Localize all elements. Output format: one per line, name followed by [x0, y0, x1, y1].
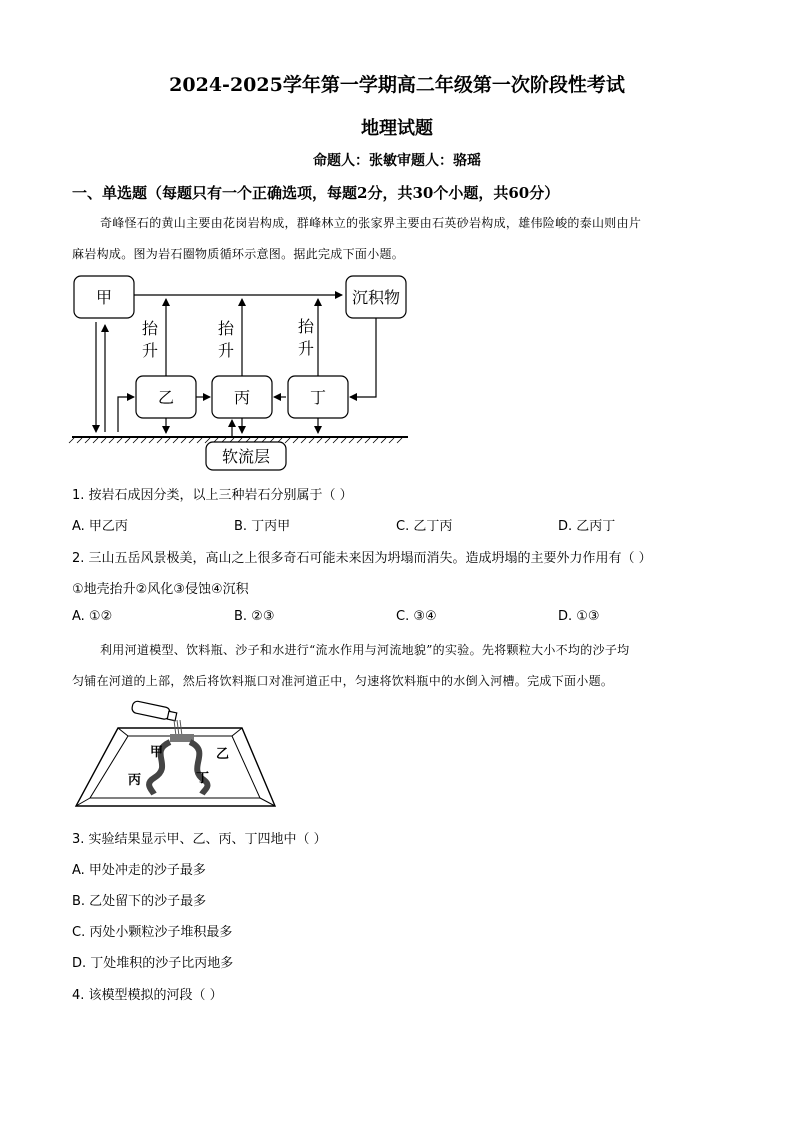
- label-bing: 丙: [233, 388, 251, 407]
- q3-option-b: B. 乙处留下的沙子最多: [72, 894, 207, 909]
- q3-stem: 3. 实验结果显示甲、乙、丙、丁四地中（ ）: [72, 832, 327, 847]
- uplift-label-1a: 抬: [141, 319, 159, 338]
- ground-hatch-mark: [293, 438, 298, 443]
- model-label-jia: 甲: [150, 745, 164, 760]
- label-sediment: 沉积物: [351, 288, 401, 307]
- q1-stem: 1. 按岩石成因分类，以上三种岩石分别属于（ ）: [72, 488, 353, 503]
- ground-hatch-mark: [373, 438, 378, 443]
- q2-option-b: B. ②③: [234, 609, 275, 624]
- river-channel-model: [70, 698, 280, 813]
- ground-hatch-mark: [157, 438, 162, 443]
- q1-option-b: B. 丁丙甲: [234, 519, 291, 534]
- ground-hatch-mark: [325, 438, 330, 443]
- ground-hatch-mark: [341, 438, 346, 443]
- q2-line2: ①地壳抬升②风化③侵蚀④沉积: [72, 582, 249, 597]
- q1-option-c: C. 乙丁丙: [396, 519, 453, 534]
- q3-option-d: D. 丁处堆积的沙子比丙地多: [72, 956, 234, 971]
- ground-hatch-mark: [301, 438, 306, 443]
- passage2-line2: 匀铺在河道的上部，然后将饮料瓶口对准河道正中，匀速将饮料瓶中的水倒入河槽。完成下面小题。: [72, 674, 614, 688]
- ground-hatch-mark: [101, 438, 106, 443]
- q3-option-c: C. 丙处小颗粒沙子堆积最多: [72, 925, 233, 940]
- ground-hatch-mark: [165, 438, 170, 443]
- passage2-line1: 利用河道模型、饮料瓶、沙子和水进行“流水作用与河流地貌”的实验。先将颗粒大小不均的沙子均: [100, 643, 630, 657]
- label-ding: 丁: [309, 388, 327, 407]
- exam-title: 2024-2025学年第一学期高二年级第一次阶段性考试: [169, 74, 625, 96]
- uplift-label-1b: 升: [141, 341, 159, 360]
- label-yi: 乙: [157, 388, 175, 407]
- authors-line: 命题人：张敏审题人：骆瑶: [313, 153, 481, 169]
- subject-title: 地理试题: [361, 118, 433, 139]
- model-label-yi: 乙: [216, 747, 230, 762]
- q2-stem: 2. 三山五岳风景极美，高山之上很多奇石可能未来因为坍塌而消失。造成坍塌的主要外力作用有（ ）: [72, 551, 652, 566]
- uplift-label-3b: 升: [297, 339, 315, 358]
- model-label-bing: 丙: [128, 773, 142, 788]
- ground-hatch-mark: [205, 438, 210, 443]
- passage1-line1: 奇峰怪石的黄山主要由花岗岩构成，群峰林立的张家界主要由石英砂岩构成，雄伟险峻的泰山则由片: [100, 216, 642, 230]
- rock-cycle-diagram: [60, 270, 420, 475]
- q2-option-a: A. ①②: [72, 609, 113, 624]
- ground-hatch-mark: [85, 438, 90, 443]
- ground-hatch-mark: [141, 438, 146, 443]
- q3-option-a: A. 甲处冲走的沙子最多: [72, 863, 206, 878]
- ground-hatch-mark: [117, 438, 122, 443]
- ground-hatch-mark: [189, 438, 194, 443]
- passage1-line2: 麻岩构成。图为岩石圈物质循环示意图。据此完成下面小题。: [72, 247, 405, 261]
- ground-hatch-mark: [181, 438, 186, 443]
- ground-hatch-mark: [109, 438, 114, 443]
- ground-hatch-mark: [77, 438, 82, 443]
- ground-hatch-mark: [125, 438, 130, 443]
- ground-hatch-mark: [285, 438, 290, 443]
- ground-hatch-mark: [149, 438, 154, 443]
- ground-hatch-mark: [309, 438, 314, 443]
- ground-hatch-mark: [397, 438, 402, 443]
- uplift-label-2b: 升: [217, 341, 235, 360]
- uplift-label-3a: 抬: [297, 317, 315, 336]
- ground-hatch-mark: [357, 438, 362, 443]
- ground-hatch-mark: [93, 438, 98, 443]
- q2-option-d: D. ①③: [558, 609, 600, 624]
- ground-hatch-mark: [333, 438, 338, 443]
- label-jia: 甲: [95, 288, 113, 307]
- q4-stem: 4. 该模型模拟的河段（ ）: [72, 988, 223, 1003]
- ground-hatch-mark: [389, 438, 394, 443]
- ground-hatch-mark: [317, 438, 322, 443]
- ground-hatch-mark: [173, 438, 178, 443]
- section-heading: 一、单选题（每题只有一个正确选项，每题2分，共30个小题，共60分）: [72, 184, 560, 202]
- q1-option-d: D. 乙丙丁: [558, 519, 616, 534]
- ground-hatch-mark: [197, 438, 202, 443]
- label-asthenosphere: 软流层: [221, 447, 271, 466]
- q2-option-c: C. ③④: [396, 609, 437, 624]
- ground-hatch-mark: [349, 438, 354, 443]
- q1-option-a: A. 甲乙丙: [72, 519, 128, 534]
- uplift-label-2a: 抬: [217, 319, 235, 338]
- ground-hatch-mark: [133, 438, 138, 443]
- model-label-ding: 丁: [196, 771, 210, 786]
- ground-hatch-mark: [381, 438, 386, 443]
- ground-hatch-mark: [365, 438, 370, 443]
- ground-hatch-mark: [69, 438, 74, 443]
